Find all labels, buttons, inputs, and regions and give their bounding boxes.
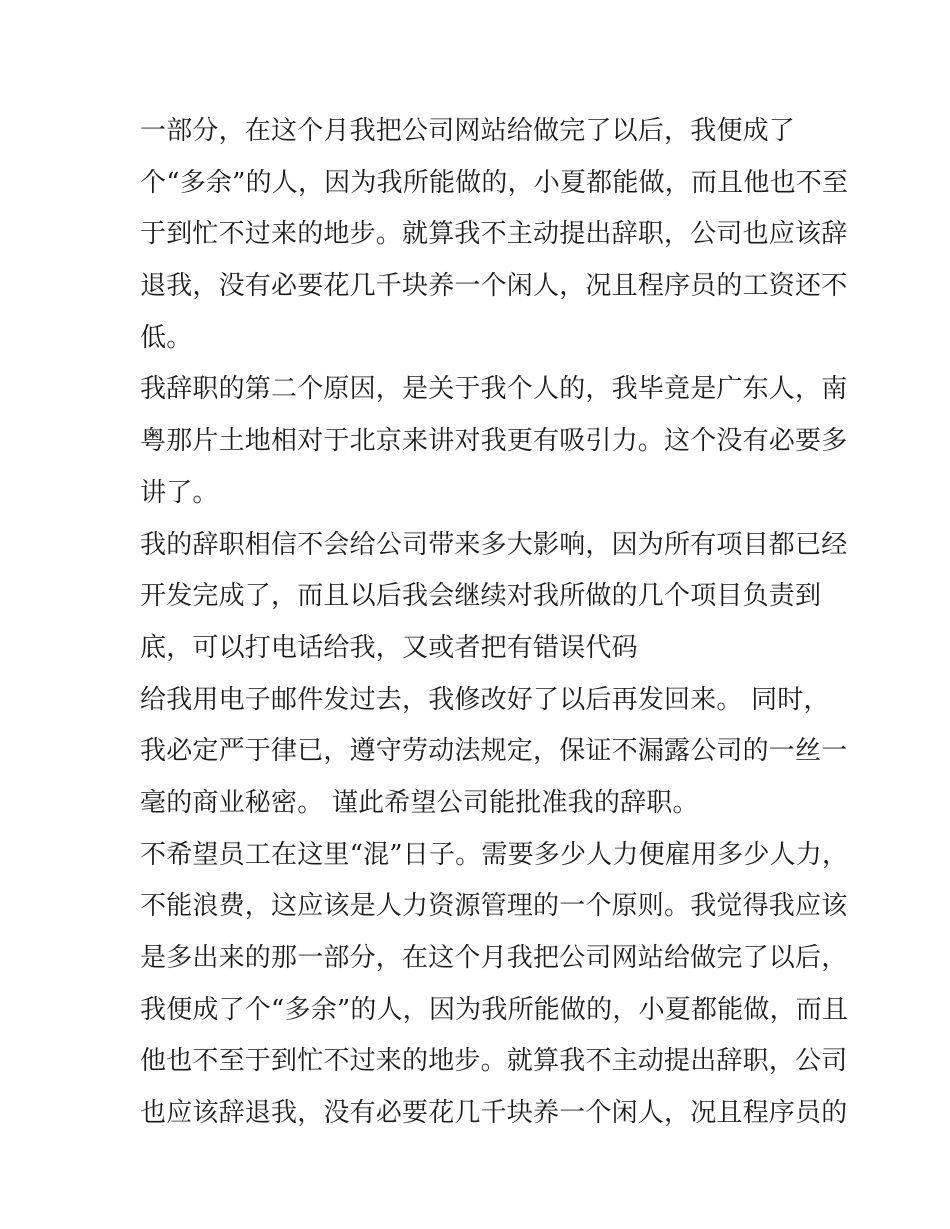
text-line: 我便成了个“多余”的人，因为我所能做的，小夏都能做，而且 bbox=[140, 994, 849, 1025]
text-line: 是多出来的那一部分，在这个月我把公司网站给做完了以后， bbox=[140, 943, 848, 973]
text-line: 讲了。 bbox=[140, 477, 219, 508]
text-line: 退我，没有必要花几千块养一个闲人，况且程序员的工资还不 bbox=[140, 271, 848, 302]
text-line: 我辞职的第二个原因，是关于我个人的，我毕竟是广东人，南 bbox=[140, 374, 848, 405]
text-line: 不能浪费，这应该是人力资源管理的一个原则。我觉得我应该 bbox=[140, 891, 848, 922]
text-line: 我必定严于律已，遵守劳动法规定，保证不漏露公司的一丝一 bbox=[140, 736, 848, 767]
document-body bbox=[140, 106, 849, 1140]
text-line: 我的辞职相信不会给公司带来多大影响，因为所有项目都已经 bbox=[140, 529, 848, 560]
text-line: 个“多余”的人，因为我所能做的，小夏都能做，而且他也不至 bbox=[140, 167, 849, 198]
text-line: 毫的商业秘密。 谨此希望公司能批准我的辞职。 bbox=[140, 787, 699, 818]
text-line: 粤那片土地相对于北京来讲对我更有吸引力。这个没有必要多 bbox=[140, 426, 848, 457]
text-line: 一部分，在这个月我把公司网站给做完了以后，我便成了 bbox=[140, 116, 796, 146]
text-line: 给我用电子邮件发过去，我修改好了以后再发回来。 同时， bbox=[140, 684, 830, 715]
text-line: 开发完成了，而且以后我会继续对我所做的几个项目负责到 bbox=[140, 581, 822, 612]
text-line: 底，可以打电话给我，又或者把有错误代码 bbox=[140, 632, 638, 663]
text-line: 于到忙不过来的地步。就算我不主动提出辞职，公司也应该辞 bbox=[140, 219, 848, 250]
text-line: 他也不至于到忙不过来的地步。就算我不主动提出辞职，公司 bbox=[140, 1046, 848, 1077]
text-line: 低。 bbox=[140, 322, 193, 353]
text-line: 也应该辞退我，没有必要花几千块养一个闲人，况且程序员的 bbox=[140, 1098, 848, 1129]
text-line: 不希望员工在这里“混”日子。需要多少人力便雇用多少人力， bbox=[140, 839, 849, 870]
